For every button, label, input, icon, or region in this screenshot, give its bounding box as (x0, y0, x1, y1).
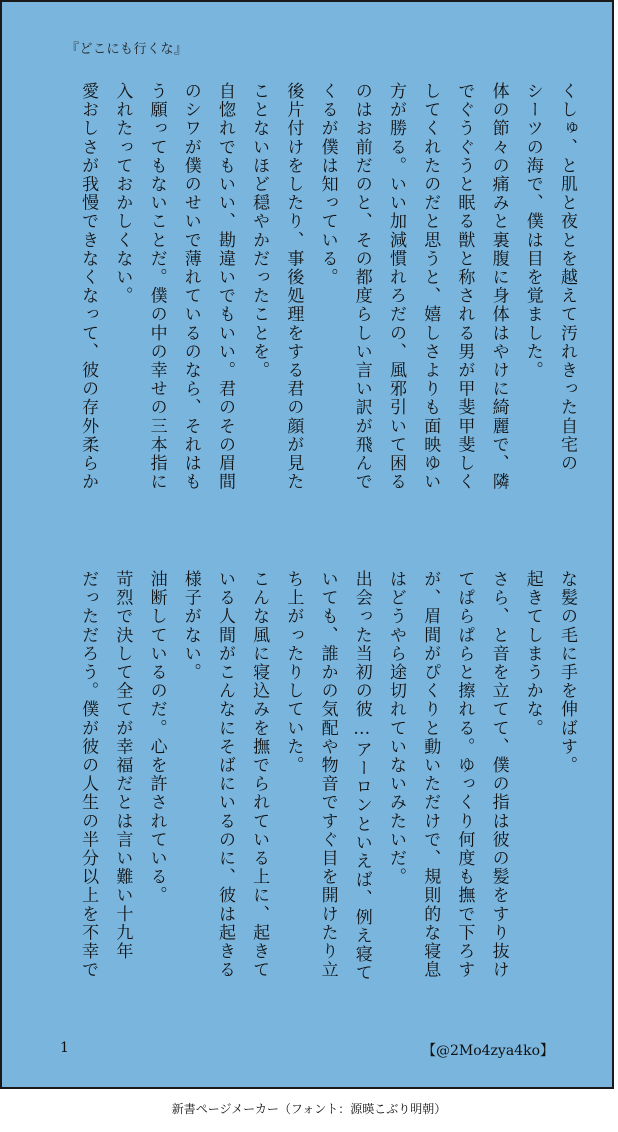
text-line: してくれたのだと思うと、嬉しさよりも面映ゆい (420, 82, 441, 492)
text-line: でぐうぐうと眠る獣と称される男が甲斐甲斐しく (454, 82, 475, 492)
page-number: 1 (60, 1040, 69, 1056)
text-line: いても、誰かの気配や物音ですぐ目を開けたり立 (317, 570, 338, 980)
text-line: な髪の毛に手を伸ばす。 (557, 570, 577, 775)
text-line: 起きてしまうかな。 (522, 570, 543, 738)
upper-text-block (71, 82, 584, 532)
text-line: てぱらぱらと擦れる。ゆっくり何度も撫で下ろす (454, 570, 475, 980)
text-line: のはお前だのと、その都度らしい言い訳が飛んで (351, 82, 372, 492)
lower-text-block (71, 570, 584, 1020)
text-line: さら、と音を立てて、僕の指は彼の髪をすり抜け (488, 570, 509, 980)
text-line: のシワが僕のせいで薄れているのなら、それはも (180, 82, 201, 492)
text-line: 自惚れでもいい、勘違いでもいい。君のその眉間 (214, 82, 235, 492)
text-line: 苛烈で決して全てが幸福だとは言い難い十九年 (112, 570, 133, 961)
text-line: が、眉間がぴくりと動いただけで、規則的な寝息 (420, 570, 441, 980)
text-line: 方が勝る。いい加減慣れろだの、風邪引いて困る (385, 82, 406, 492)
text-line: いる人間がこんなにそばにいるのに、彼は起きる (214, 570, 235, 980)
generator-caption: 新書ページメーカー（フォント：源暎こぶり明朝） (171, 1102, 447, 1116)
text-line: だっただろう。僕が彼の人生の半分以上を不幸で (78, 570, 99, 980)
text-line: こんな風に寝込みを撫でられている上に、起きて (249, 570, 270, 980)
text-line: 油断しているのだ。心を許されている。 (146, 570, 167, 905)
text-line: くしゅ、と肌と夜とを越えて汚れきった自宅の (557, 82, 577, 473)
text-line: はどうやら途切れていないみたいだ。 (385, 570, 406, 887)
text-line: 入れたっておかしくない。 (112, 82, 133, 306)
text-line: 後片付けをしたり、事後処理をする君の顔が見た (283, 82, 304, 492)
author-handle: 【@2Mo4zya4ko】 (421, 1043, 554, 1059)
text-line: 出会った当初の彼…アーロンといえば、例え寝て (351, 570, 372, 983)
story-title: 『どこにも行くな』 (66, 42, 188, 57)
text-line: 愛おしさが我慢できなくなって、彼の存外柔らか (78, 82, 99, 492)
text-line: ち上がったりしていた。 (283, 570, 304, 775)
text-line: う願ってもないことだ。僕の中の幸せの三本指に (146, 82, 167, 492)
text-line: 様子がない。 (180, 570, 201, 682)
text-line: 体の節々の痛みと裏腹に身体はやけに綺麗で、隣 (488, 82, 509, 492)
text-line: シーツの海で、僕は目を覚ました。 (522, 82, 543, 380)
text-line: くるが僕は知っている。 (317, 82, 338, 287)
text-line: ことないほど穏やかだったことを。 (249, 82, 270, 380)
